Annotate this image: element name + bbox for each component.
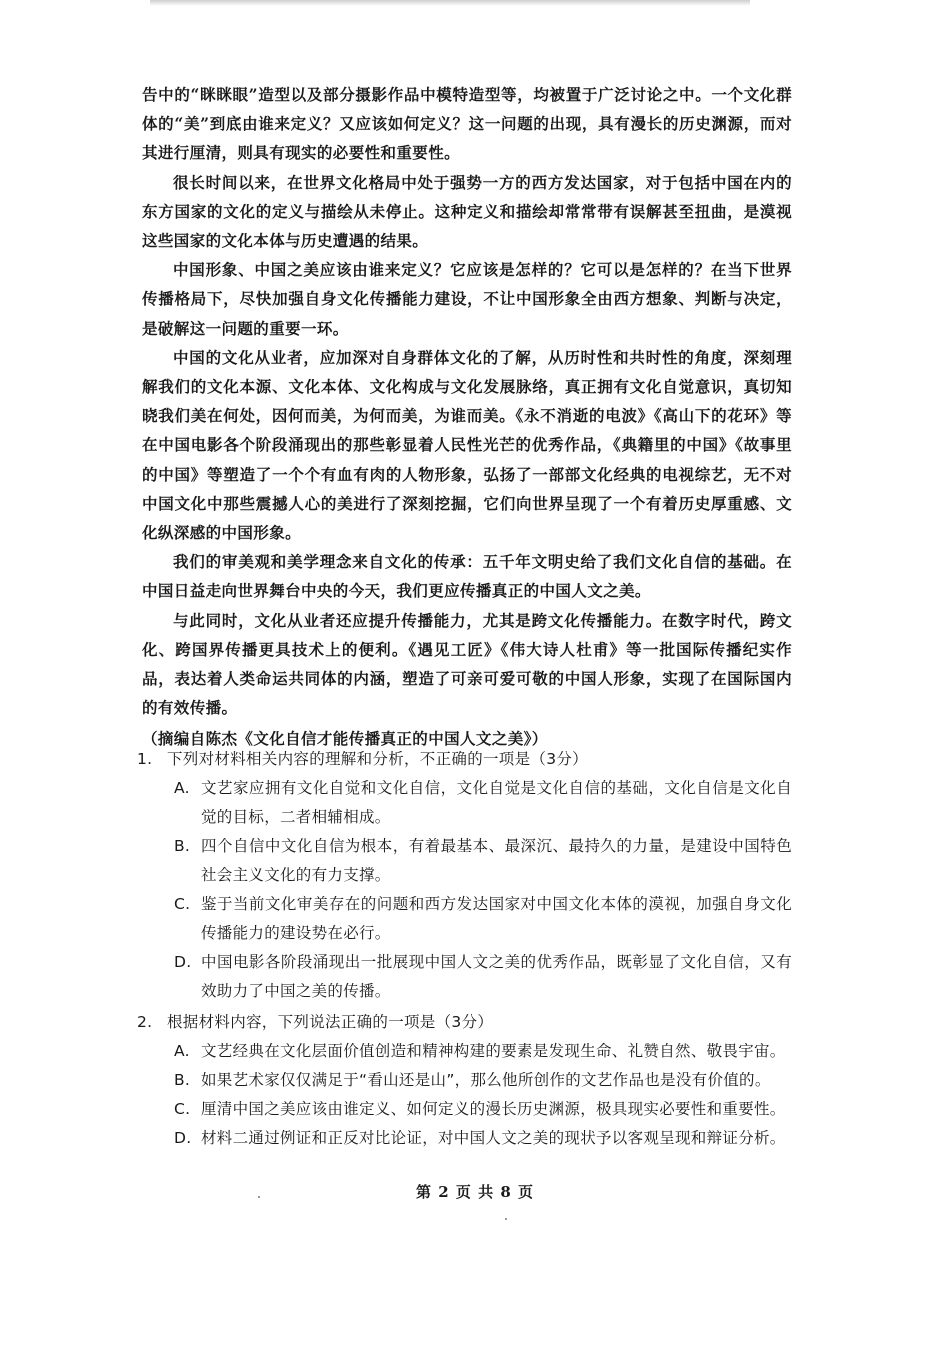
option-b bbox=[174, 832, 792, 890]
question-2 bbox=[137, 1008, 792, 1153]
passage-paragraph-1: 告中的“眯眯眼”造型以及部分摄影作品中模特造型等，均被置于广泛讨论之中。一个文化群体的“美”到底由谁来定义？又应该如何定义？这一问题的出现，具有漫长的历史渊源，而对其进行厘清，则具有现实的必要性和重要性。 bbox=[142, 85, 792, 163]
option-d bbox=[174, 1124, 792, 1153]
option-a bbox=[174, 1037, 792, 1066]
option-letter: A. bbox=[174, 1042, 190, 1060]
option-text: 四个自信中文化自信为根本，有着最基本、最深沉、最持久的力量，是建设中国特色社会主义文化的有力支撑。 bbox=[201, 837, 792, 884]
option-text: 鉴于当前文化审美存在的问题和西方发达国家对中国文化本体的漠视，加强自身文化传播能力的建设势在必行。 bbox=[201, 895, 792, 942]
passage-source: （摘编自陈杰《文化自信才能传播真正的中国人文之美》） bbox=[142, 729, 548, 749]
question-list bbox=[137, 745, 792, 1155]
option-text: 材料二通过例证和正反对比论证，对中国人文之美的现状予以客观呈现和辩证分析。 bbox=[201, 1129, 786, 1147]
option-text: 厘清中国之美应该由谁定义、如何定义的漫长历史渊源，极具现实必要性和重要性。 bbox=[201, 1100, 786, 1118]
option-text: 文艺家应拥有文化自觉和文化自信，文化自觉是文化自信的基础，文化自信是文化自觉的目标，二者相辅相成。 bbox=[201, 779, 792, 826]
question-1 bbox=[137, 745, 792, 1006]
passage-paragraph-5: 我们的审美观和美学理念来自文化的传承：五千年文明史给了我们文化自信的基础。在中国日益走向世界舞台中央的今天，我们更应传播真正的中国人文之美。 bbox=[142, 552, 792, 601]
passage-paragraph-6: 与此同时，文化从业者还应提升传播能力，尤其是跨文化传播能力。在数字时代，跨文化、跨国界传播更具技术上的便利。《遇见工匠》《伟大诗人杜甫》等一批国际传播纪实作品，表达着人类命运共同体的内涵，塑造了可亲可爱可敬的中国人形象，实现了在国际国内的有效传播。 bbox=[142, 610, 792, 718]
scan-top-edge bbox=[150, 0, 750, 6]
option-letter: A. bbox=[174, 779, 190, 797]
option-a bbox=[174, 774, 792, 832]
option-c bbox=[174, 890, 792, 948]
option-text: 中国电影各阶段涌现出一批展现中国人文之美的优秀作品，既彰显了文化自信，又有效助力了中国之美的传播。 bbox=[201, 953, 792, 1000]
passage-paragraph-4: 中国的文化从业者，应加深对自身群体文化的了解，从历时性和共时性的角度，深刻理解我们的文化本源、文化本体、文化构成与文化发展脉络，真正拥有文化自觉意识，真切知晓我们美在何处，因何而美，为何而美，为谁而美。《永不消逝的电波》《高山下的花环》等在中国电影各个阶段涌现出的那些彰显着人民性光芒的优秀作品，《典籍里的中国》《故事里的中国》等塑造了一个个有血有肉的人物形象，弘扬了一部部文化经典的电视综艺，无不对中国文化中那些震撼人心的美进行了深刻挖掘，它们向世界呈现了一个有着历史厚重感、文化纵深感的中国形象。 bbox=[142, 347, 792, 543]
option-letter: B. bbox=[174, 837, 191, 855]
page-number: 第 2 页 共 8 页 bbox=[416, 1183, 534, 1201]
option-b bbox=[174, 1066, 792, 1095]
question-number: 1. bbox=[137, 750, 153, 768]
reading-passage bbox=[142, 80, 792, 754]
scan-speck bbox=[258, 1196, 260, 1198]
option-c bbox=[174, 1095, 792, 1124]
option-d bbox=[174, 948, 792, 1006]
option-text: 如果艺术家仅仅满足于“看山还是山”，那么他所创作的文艺作品也是没有价值的。 bbox=[201, 1071, 771, 1089]
question-number: 2. bbox=[137, 1013, 153, 1031]
scan-speck bbox=[505, 1218, 507, 1220]
option-letter: C. bbox=[174, 1100, 191, 1118]
option-letter: C. bbox=[174, 895, 191, 913]
option-letter: D. bbox=[174, 953, 192, 971]
option-text: 文艺经典在文化层面价值创造和精神构建的要素是发现生命、礼赞自然、敬畏宇宙。 bbox=[201, 1042, 786, 1060]
option-letter: D. bbox=[174, 1129, 192, 1147]
question-stem: 根据材料内容，下列说法正确的一项是（3分） bbox=[167, 1013, 494, 1031]
passage-paragraph-3: 中国形象、中国之美应该由谁来定义？它应该是怎样的？它可以是怎样的？在当下世界传播格局下，尽快加强自身文化传播能力建设，不让中国形象全由西方想象、判断与决定，是破解这一问题的重要一环。 bbox=[142, 260, 792, 338]
option-letter: B. bbox=[174, 1071, 191, 1089]
passage-paragraph-2: 很长时间以来，在世界文化格局中处于强势一方的西方发达国家，对于包括中国在内的东方国家的文化的定义与描绘从未停止。这种定义和描绘却常常带有误解甚至扭曲，是漠视这些国家的文化本体与历史遭遇的结果。 bbox=[142, 172, 792, 251]
question-stem: 下列对材料相关内容的理解和分析，不正确的一项是（3分） bbox=[167, 750, 588, 768]
